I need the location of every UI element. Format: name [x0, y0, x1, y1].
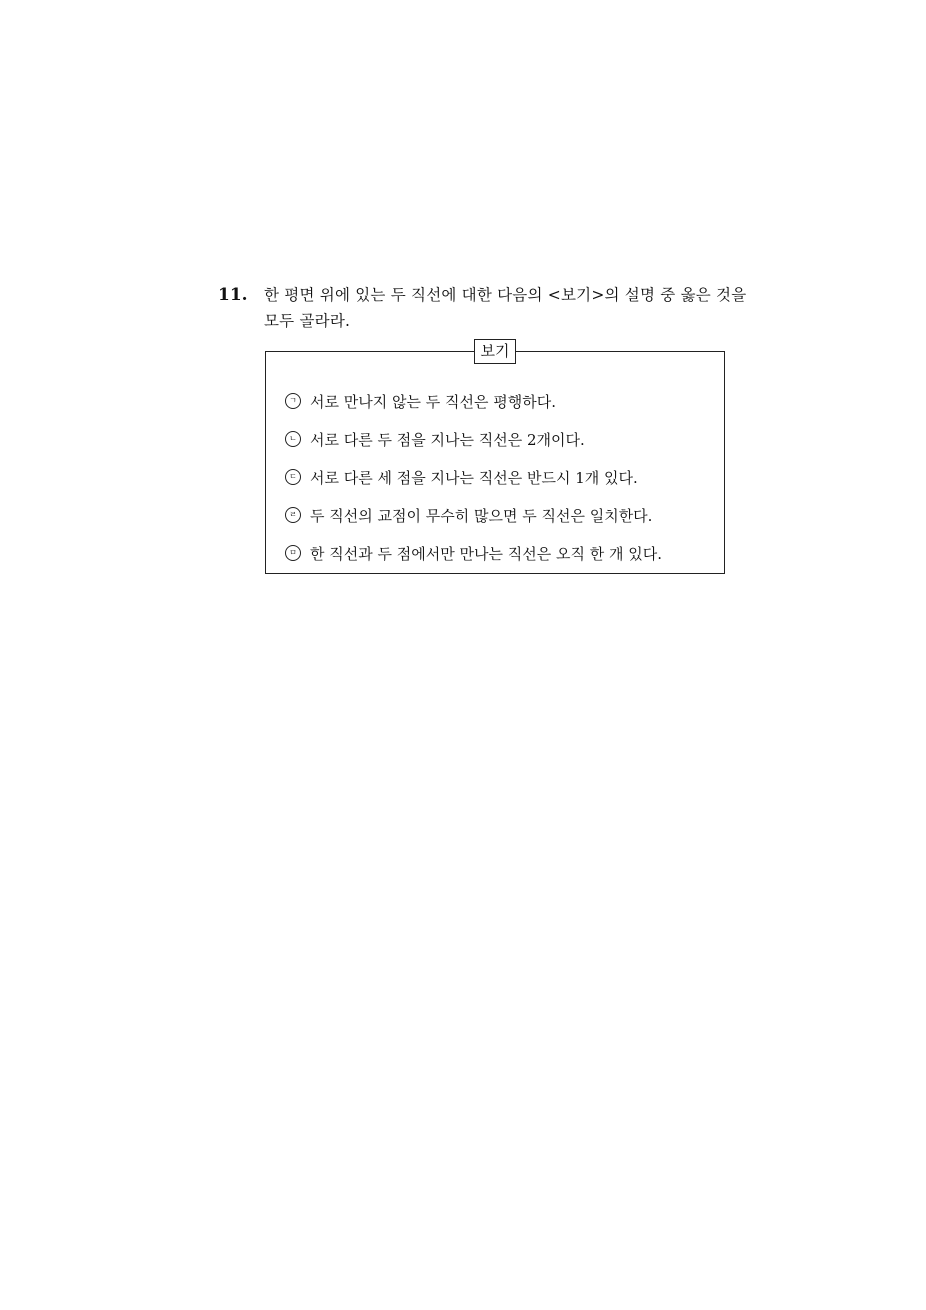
- statement-marker: ㄹ: [285, 507, 301, 523]
- example-box: [265, 342, 725, 574]
- statement-text: 서로 만나지 않는 두 직선은 평행하다.: [310, 392, 556, 411]
- statement-marker: ㄷ: [285, 469, 301, 485]
- statement-item: [285, 382, 662, 420]
- statement-marker: ㄴ: [285, 431, 301, 447]
- statement-text: 한 직선과 두 점에서만 만나는 직선은 오직 한 개 있다.: [310, 544, 662, 563]
- statement-item: [285, 420, 662, 458]
- statement-item: [285, 458, 662, 496]
- statement-item: [285, 496, 662, 534]
- statement-marker: ㅁ: [285, 545, 301, 561]
- statement-text: 서로 다른 세 점을 지나는 직선은 반드시 1개 있다.: [310, 468, 638, 487]
- statement-text: 서로 다른 두 점을 지나는 직선은 2개이다.: [310, 430, 585, 449]
- question-number: 11.: [218, 285, 248, 305]
- statement-text: 두 직선의 교점이 무수히 많으면 두 직선은 일치한다.: [310, 506, 653, 525]
- statement-item: [285, 534, 662, 572]
- question-text: [264, 282, 758, 334]
- statement-marker: ㄱ: [285, 393, 301, 409]
- question-text-line-1: 한 평면 위에 있는 두 직선에 대한 다음의 <보기>의 설명 중 옳은 것을: [264, 286, 747, 304]
- statement-list: [285, 382, 662, 572]
- question-text-line-2: 모두 골라라.: [264, 312, 351, 330]
- example-box-label: 보기: [474, 339, 516, 364]
